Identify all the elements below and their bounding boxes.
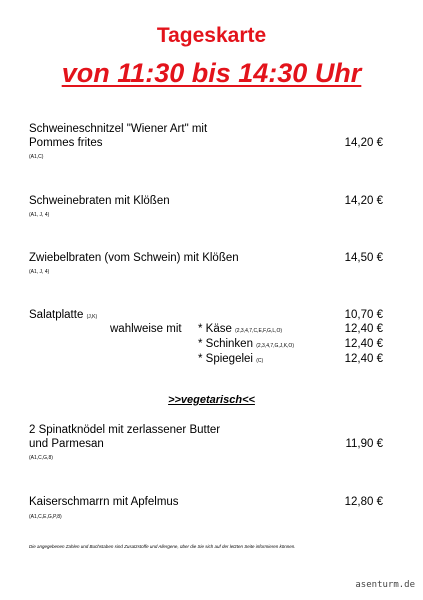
salad-option [198, 322, 282, 338]
salad-name [29, 308, 97, 324]
item-name-line1: Schweinebraten mit Klößen [29, 195, 170, 207]
item-price: 11,90 € [345, 438, 383, 450]
item-allergens: (A1,C,G,8) [29, 455, 53, 461]
item-name-line1: Schweineschnitzel "Wiener Art" mit [29, 123, 208, 135]
option-price: 12,40 € [344, 323, 383, 335]
option-allergens: (C) [256, 358, 264, 364]
item-allergens: (A1,C,E,G,P,8) [29, 514, 62, 520]
item-name-line2: Pommes frites [29, 137, 103, 149]
serving-hours: von 11:30 bis 14:30 Uhr [61, 58, 362, 88]
item-allergens: (A1,C) [29, 154, 44, 160]
salad-price: 10,70 € [344, 309, 383, 321]
choice-label: wahlweise mit [110, 323, 182, 335]
item-price: 14,50 € [344, 252, 383, 264]
item-price: 14,20 € [344, 195, 383, 207]
option-price: 12,40 € [344, 338, 383, 350]
allergen-footnote: Die angegebenen Zahlen und Buchstaben sind Zusatzstoffe und Allergene, über die Sie sich auf der letzten Seite informieren können. [29, 544, 296, 549]
salad-label: Salatplatte [29, 309, 84, 321]
watermark: asenturm.de [355, 580, 415, 590]
item-name-line2: und Parmesan [29, 438, 104, 450]
item-allergens: (A1, J, 4) [29, 269, 50, 275]
option-allergens: (2,3,4,7,G,J,K,O) [256, 343, 294, 349]
item-allergens: (A1, J, 4) [29, 212, 50, 218]
salad-option [198, 337, 294, 353]
vegetarian-header: >>vegetarisch<< [168, 394, 255, 406]
item-name-line1: Zwiebelbraten (vom Schwein) mit Klößen [29, 252, 239, 264]
salad-allergens: (J,K) [86, 314, 98, 320]
item-name-line1: 2 Spinatknödel mit zerlassener Butter [29, 424, 221, 436]
option-label: * Spiegelei [198, 353, 253, 365]
item-price: 12,80 € [344, 496, 383, 508]
salad-option [198, 352, 263, 368]
page-title: Tageskarte [156, 24, 267, 47]
option-label: * Schinken [198, 338, 253, 350]
item-price: 14,20 € [344, 137, 383, 149]
option-label: * Käse [198, 323, 232, 335]
option-price: 12,40 € [344, 353, 383, 365]
option-allergens: (2,3,4,7,C,E,F,G,L,O) [235, 328, 283, 334]
item-name-line1: Kaiserschmarrn mit Apfelmus [29, 496, 179, 508]
